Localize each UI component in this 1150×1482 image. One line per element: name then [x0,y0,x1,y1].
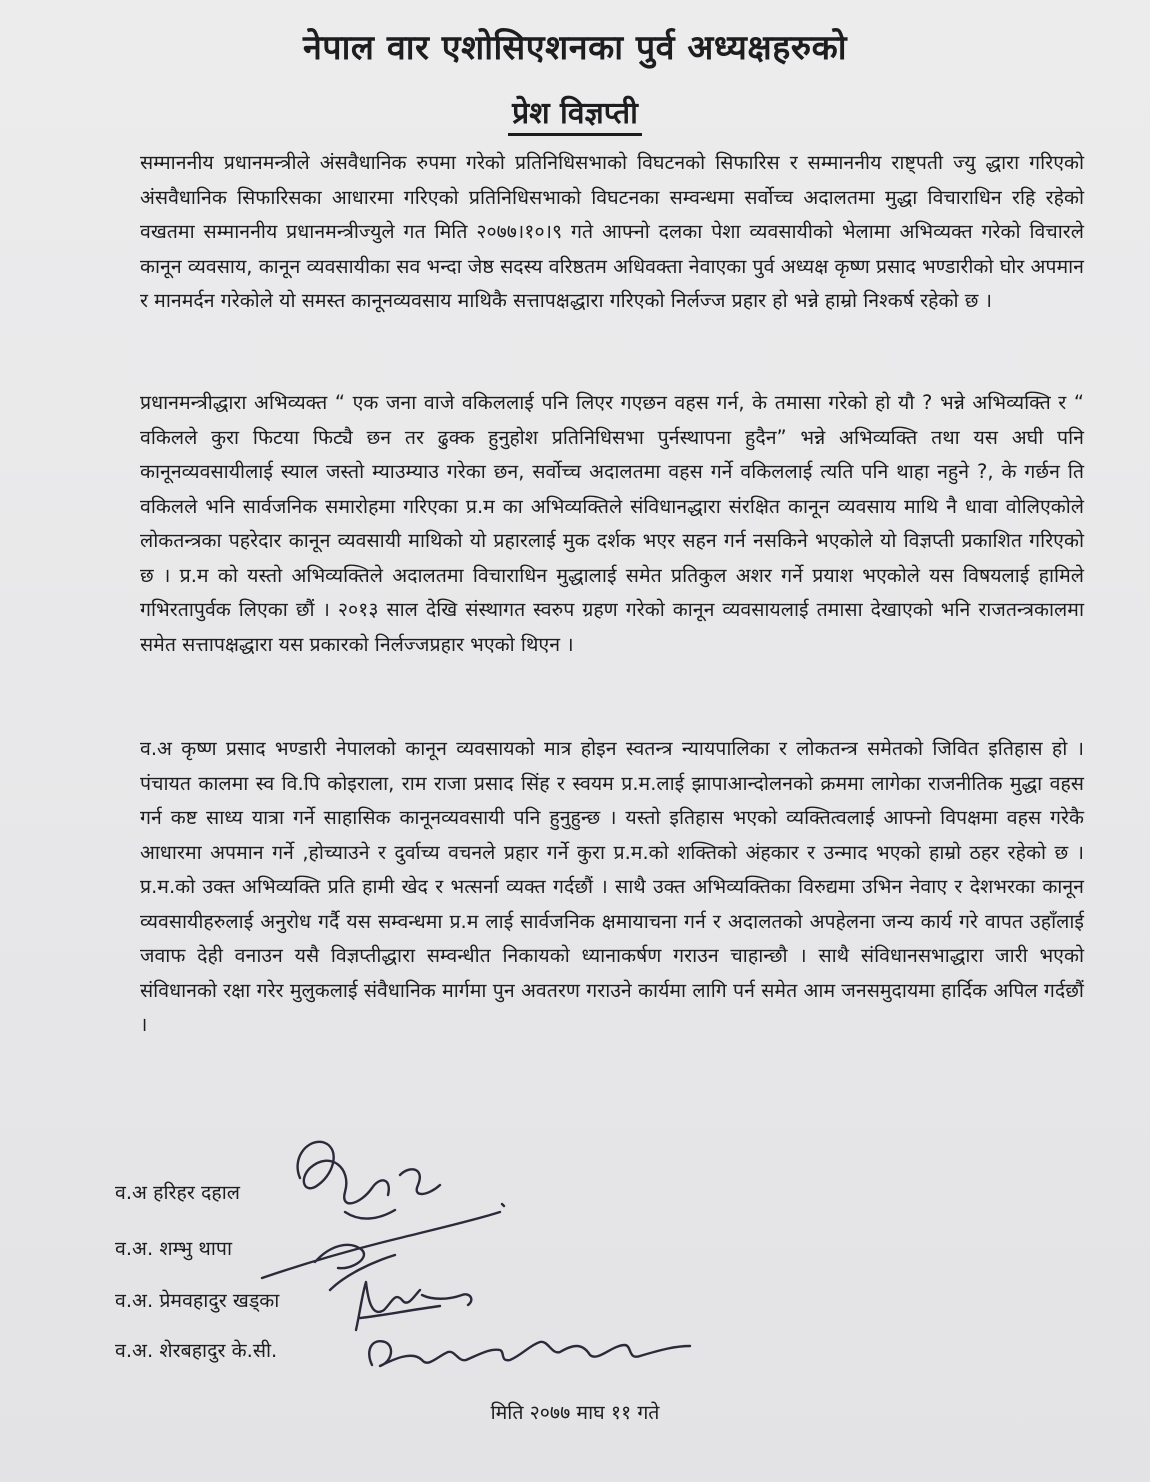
document-title: नेपाल वार एशोसिएशनका पुर्व अध्यक्षहरुको [302,28,848,68]
signatory-1: व.अ हरिहर दहाल [115,1181,241,1204]
signature-3 [356,1282,471,1330]
signatory-3: व.अ. प्रेमवहादुर खड्का [115,1289,280,1312]
document-subtitle [0,92,1150,136]
paragraph-2: प्रधानमन्त्रीद्धारा अभिव्यक्त “ एक जना वाजे वकिललाई पनि लिएर गएछन वहस गर्न, के तमासा गरेको हो यौ ? भन्ने अभिव्यक्ति र “ वकिलले कुरा फिटया फिट्यै छन तर ढुक्क हुनुहोश प्रतिनिधिसभा पुर्नस्थापना हुदैन” भन्ने अभिव्यक्ति तथा यस अघी पनि कानूनव्यवसायीलाई स्याल जस्तो म्याउम्याउ गरेका छन, सर्वोच्च अदालतमा वहस गर्ने वकिललाई त्यति पनि थाहा नहुने ?, के गर्छन ति वकिलले भनि सार्वजनिक समारोहमा गरिएका प्र.म का अभिव्यक्तिले संविधानद्धारा संरक्षित कानून व्यवसाय माथि नै धावा वोलिएकोले लोकतन्त्रका पहरेदार कानून व्यवसायी माथिको यो प्रहारलाई मुक दर्शक भएर सहन गर्न नसकिने भएकोले यो विज्ञप्ती प्रकाशित गरिएको छ । प्र.म को यस्तो अभिव्यक्तिले अदालतमा विचाराधिन मुद्धालाई समेत प्रतिकुल अशर गर्ने प्रयाश भएकोले यस विषयलाई हामिले गभिरतापुर्वक लिएका छौं । २०१३ साल देखि संस्थागत स्वरुप ग्रहण गरेको कानून व्यवसायलाई तमासा देखाएको भनि राजतन्त्रकालमा समेत सत्तापक्षद्धारा यस प्रकारको निर्लज्जप्रहार भएको थिएन । [140,391,1084,656]
signature-2 [262,1204,504,1290]
paragraph-3: व.अ कृष्ण प्रसाद भण्डारी नेपालको कानून व्यवसायको मात्र होइन स्वतन्त्र न्यायपालिका र लोकतन्त्र समेतको जिवित इतिहास हो । पंचायत कालमा स्व वि.पि कोइराला, राम राजा प्रसाद सिंह र स्वयम प्र.म.लाई झापाआन्दोलनको क्रममा लागेका राजनीतिक मुद्धा वहस गर्न कष्ट साध्य यात्रा गर्ने साहासिक कानूनव्यवसायी पनि हुनुहुन्छ । यस्तो इतिहास भएको व्यक्तित्वलाई आफ्नो विपक्षमा वहस गरेकै आधारमा अपमान गर्ने ,होच्याउने र दुर्वाच्य वचनले प्रहार गर्ने कुरा प्र.म.को शक्तिको अंहकार र उन्माद भएको हाम्रो ठहर रहेको छ । प्र.म.को उक्त अभिव्यक्ति प्रति हामी खेद र भत्सर्ना व्यक्त गर्दछौं । साथै उक्त अभिव्यक्तिका विरुद्यमा उभिन नेवाए र देशभरका कानून व्यवसायीहरुलाई अनुरोध गर्दै यस सम्वन्धमा प्र.म लाई सार्वजनिक क्षमायाचना गर्न र अदालतको अपहेलना जन्य कार्य गरे वापत उहाँलाई जवाफ देही वनाउन यसै विज्ञप्तीद्धारा सम्वन्धीत निकायको ध्यानाकर्षण गराउन चाहान्छौ । साथै संविधानसभाद्धारा जारी भएको संविधानको रक्षा गरेर मुलुकलाई संवैधानिक मार्गमा पुन अवतरण गराउने कार्यमा लागि पर्न समेत आम जनसमुदायमा हार्दिक अपिल गर्दछौं । [140,737,1084,1036]
document-date: मिति २०७७ माघ ११ गते [490,1401,660,1424]
paragraph-1: सम्माननीय प्रधानमन्त्रीले अंसवैधानिक रुपमा गरेको प्रतिनिधिसभाको विघटनको सिफारिस र सम्माननीय राष्ट्पती ज्यु द्धारा गरिएको अंसवैधानिक सिफारिसका आधारमा गरिएको प्रतिनिधिसभाको विघटनका सम्वन्धमा सर्वोच्च अदालतमा मुद्धा विचाराधिन रहि रहेको वखतमा सम्माननीय प्रधानमन्त्रीज्युले गत मिति २०७७।१०।९ गते आफ्नो दलका पेशा व्यवसायीको भेलामा अभिव्यक्त गरेको विचारले कानून व्यवसाय, कानून व्यवसायीका सव भन्दा जेष्ठ सदस्य वरिष्ठतम अधिवक्ता नेवाएका पुर्व अध्यक्ष कृष्ण प्रसाद भण्डारीको घोर अपमान र मानमर्दन गरेकोले यो समस्त कानूनव्यवसाय माथिकै सत्तापक्षद्धारा गरिएको निर्लज्ज प्रहार हो भन्ने हाम्रो निश्कर्ष रहेको छ । [140,151,1084,312]
signatory-2: व.अ. शम्भु थापा [115,1237,232,1260]
signature-1 [298,1142,440,1219]
subtitle-text: प्रेश विज्ञप्ती [508,96,642,136]
signature-4 [369,1341,690,1366]
signatory-4: व.अ. शेरबहादुर के.सी. [115,1339,278,1362]
